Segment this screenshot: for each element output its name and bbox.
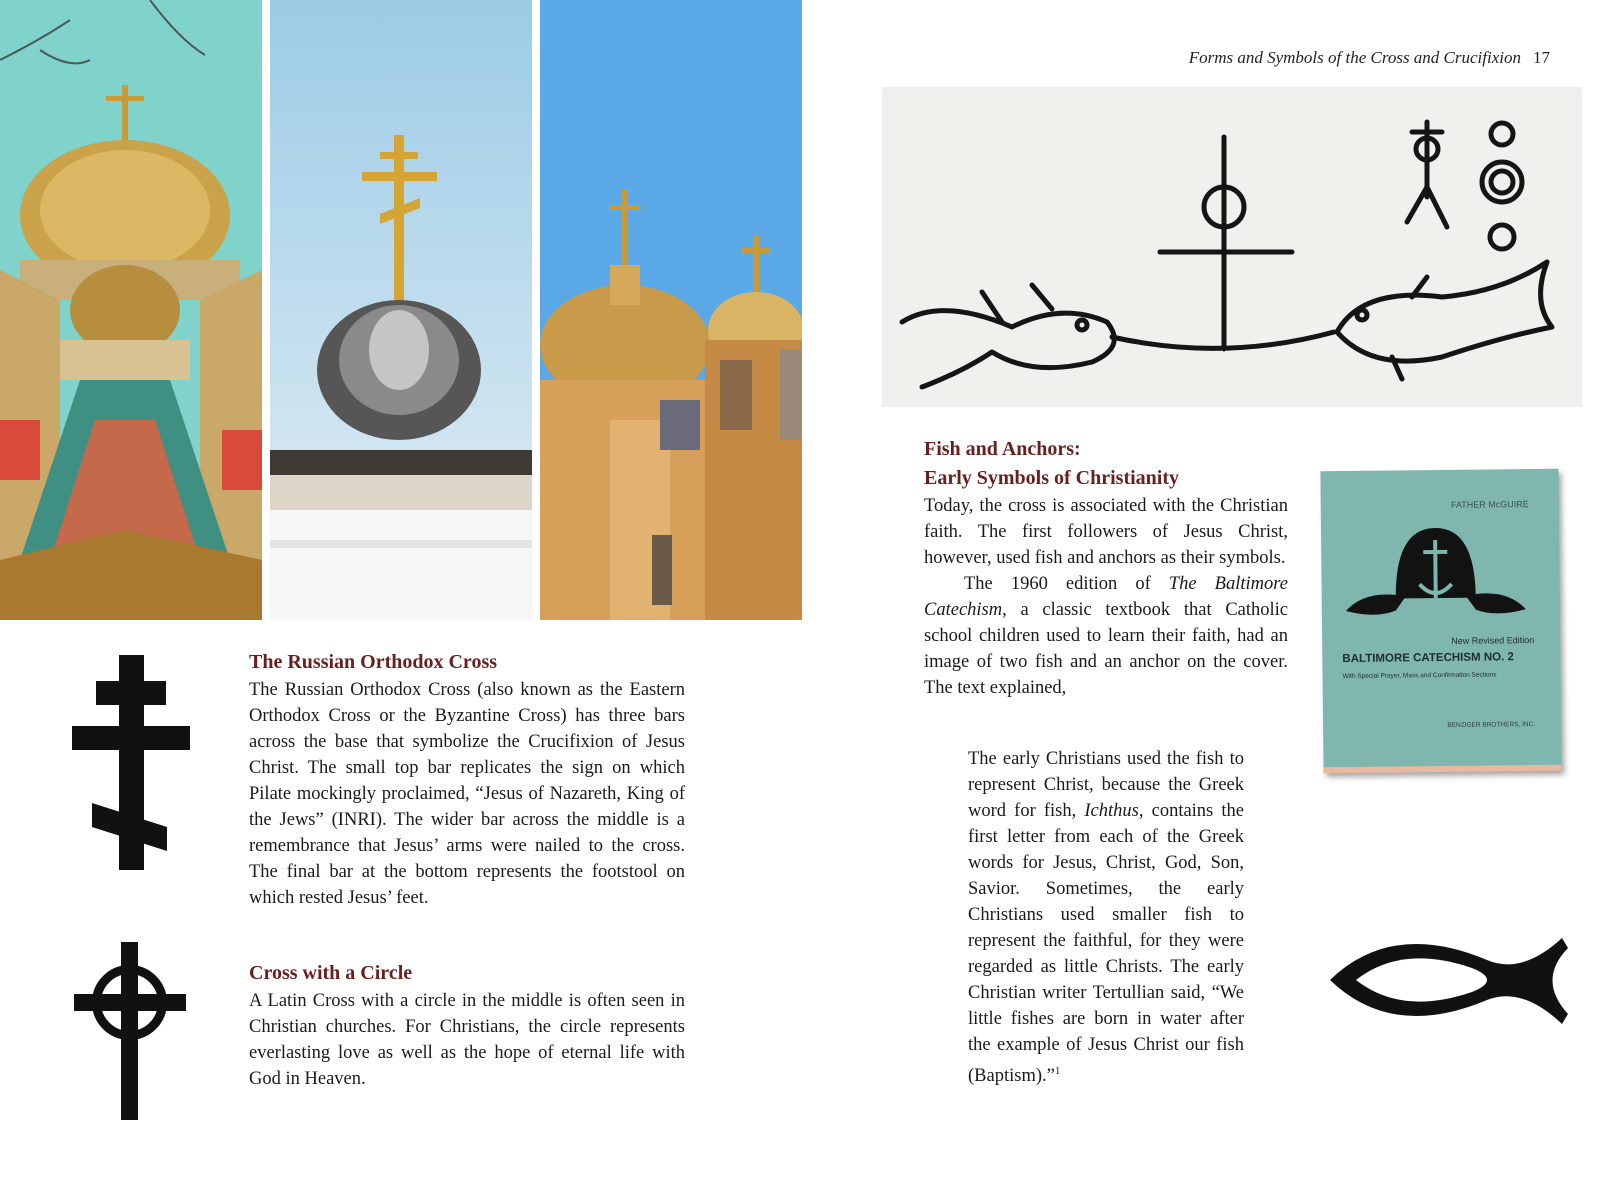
photo-onion-domes [0,0,262,620]
quote-part-2: , contains the first letter from each of the Greek words for Jesus, Christ, God, Son, Savior. Sometimes, the early Christians used smaller fish to represent the faithful, for they were regarded as little Christs. The early Christian writer Tertullian said, “We little fishes are born in water after the example of Jesus Christ our fish (Baptism).” [968,801,1244,1087]
heading-line-2: Early Symbols of Christianity [924,467,1180,489]
catechism-quote [968,746,1244,1089]
book-emblem-icon [1335,517,1536,629]
book-publisher: BENZIGER BROTHERS, INC. [1447,721,1536,729]
russian-cross-paragraph: The Russian Orthodox Cross (also known as the Eastern Orthodox Cross or the Byzantine Cross) has three bars across the base that symbolize the Crucifixion of Jesus Christ. The small top bar replicates the sign on which Pilate mockingly proclaimed, “Jesus of Nazareth, King of the Jews” (INRI). The wider bar across the middle is a remembrance that Jesus’ arms were nailed to the cross. The final bar at the bottom represents the footstool on which rested Jesus’ feet. [249,680,685,908]
catechism-paragraph [924,571,1288,701]
running-header [1120,48,1550,68]
catechism-book-cover [1320,469,1561,773]
fish-anchor-drawing [882,87,1582,407]
cross-circle-section [249,959,685,1092]
ichthys-fish-icon [1322,930,1572,1030]
book-edition: New Revised Edition [1451,635,1535,646]
quote-paragraph [968,746,1244,1089]
photo-silver-dome [270,0,532,620]
running-title: Forms and Symbols of the Cross and Crucifixion [1188,48,1521,67]
section-heading-fish-anchors [924,435,1288,493]
photo-brick-church [540,0,802,620]
book-title: BALTIMORE CATECHISM NO. 2 [1342,651,1514,666]
catechism-para-start: The 1960 edition of [964,574,1169,594]
cross-circle-paragraph: A Latin Cross with a circle in the middle is often seen in Christian churches. For Christians, the circle represents everlasting love as well as the hope of eternal life with God in Heaven. [249,991,685,1089]
book-subtitle: With Special Prayer, Mass and Confirmation Sections [1342,671,1497,681]
book-author: FATHER McGUIRE [1450,499,1529,510]
section-heading-cross-circle: Cross with a Circle [249,962,413,984]
fish-intro-paragraph: Today, the cross is associated with the Christian faith. The first followers of Jesus Christ, however, used fish and anchors as their symbols. [924,496,1288,568]
russian-orthodox-cross-icon [72,655,192,875]
catechism-title: The Baltimore Catechism [924,574,1288,620]
catechism-para-end: , a classic textbook that Catholic school children used to learn their faith, had an image of two fish and an anchor on the cover. The text explained, [924,600,1288,698]
fish-anchors-section [924,435,1288,701]
quote-part-1: The early Christians used the fish to represent Christ, because the Greek word for fish, [968,749,1244,821]
celtic-cross-icon [74,942,186,1120]
section-heading-russian-cross: The Russian Orthodox Cross [249,651,498,673]
heading-line-1: Fish and Anchors: [924,438,1081,460]
footnote-mark: 1 [1054,1065,1061,1077]
russian-orthodox-section [249,648,685,911]
quote-greek-word: Ichthus [1084,801,1139,821]
page-number: 17 [1533,48,1550,67]
